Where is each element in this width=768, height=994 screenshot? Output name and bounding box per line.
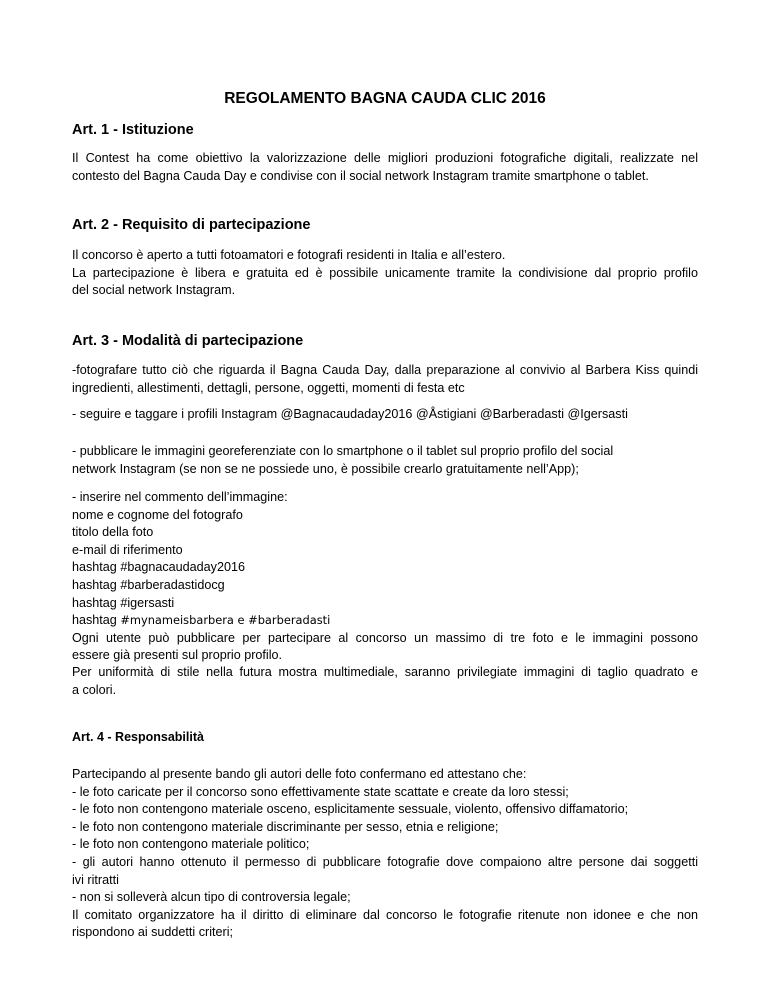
art3-paragraph-4 [72,489,698,665]
text-line: network Instagram (se non se ne possiede uno, è possibile crearlo gratuitamente nell’App); [72,461,579,476]
art4-heading: Art. 4 - Responsabilità [72,730,204,744]
art4-text [72,766,698,942]
text-line: Il Contest ha come obiettivo la valorizzazione delle migliori produzioni fotografiche digitali, realizzate nel [72,151,698,165]
text-line: contesto del Bagna Cauda Day e condivise con il social network Instagram tramite smartphone o tablet. [72,168,649,183]
text-line: nome e cognome del fotografo [72,507,243,522]
art2-heading: Art. 2 - Requisito di partecipazione [72,217,311,233]
text-line: Il comitato organizzatore ha il diritto di eliminare dal concorso le fotografie ritenute non idonee e che non [72,907,698,922]
list-item: - le foto non contengono materiale osceno, esplicitamente sessuale, violento, offensivo diffamatorio; [72,802,629,817]
hashtag-values: #mynameisbarbera e #barberadasti [120,613,331,628]
text-line: - inserire nel commento dell’immagine: [72,490,288,504]
list-item: - gli autori hanno ottenuto il permesso di pubblicare fotografie dove compaiono altre persone dai soggetti [72,854,698,869]
text-line: ivi ritratti [72,872,119,887]
list-item: - le foto non contengono materiale discriminante per sesso, etnia e religione; [72,819,499,834]
text-line: Per uniformità di stile nella futura mostra multimediale, saranno privilegiate immagini di taglio quadrato e [72,665,698,679]
art2-text [72,247,698,300]
text-line: - pubblicare le immagini georeferenziate con lo smartphone o il tablet sul proprio profilo del social [72,444,614,458]
list-item: - le foto non contengono materiale politico; [72,837,310,852]
art3-paragraph-3 [72,443,698,478]
text-line: titolo della foto [72,525,154,540]
text-line: La partecipazione è libera e gratuita ed è possibile unicamente tramite la condivisione dal proprio profilo [72,265,698,280]
text-line: - seguire e taggare i profili Instagram @Bagnacaudaday2016 @Åstigiani @Barberadasti @Igersasti [72,407,628,421]
text-line: e-mail di riferimento [72,542,183,557]
text-line: a colori. [72,682,117,697]
text-line: -fotografare tutto ciò che riguarda il Bagna Cauda Day, dalla preparazione al convivio al Barbera Kiss quindi [72,363,698,377]
hashtag-prefix: hashtag [72,613,121,628]
list-item: - le foto caricate per il concorso sono effettivamente state scattate e create da loro stessi; [72,784,569,799]
text-line: essere già presenti sul proprio profilo. [72,648,283,663]
art3-paragraph-2 [72,406,698,424]
text-line: Partecipando al presente bando gli autori delle foto confermano ed attestano che: [72,767,527,781]
text-line: hashtag #bagnacaudaday2016 [72,560,245,575]
text-line: Il concorso è aperto a tutti fotoamatori e fotografi residenti in Italia e all’estero. [72,248,506,262]
text-line: Ogni utente può pubblicare per partecipare al concorso un massimo di tre foto e le immagini possono [72,630,698,645]
art3-heading: Art. 3 - Modalità di partecipazione [72,333,304,349]
text-line [72,612,698,630]
text-line: ingredienti, allestimenti, dettagli, persone, oggetti, momenti di festa etc [72,380,465,395]
art3-paragraph-1 [72,362,698,397]
art1-text [72,150,698,185]
text-line: del social network Instagram. [72,283,236,298]
list-item: - non si solleverà alcun tipo di controversia legale; [72,890,351,905]
art3-paragraph-5 [72,664,698,699]
text-line: rispondono ai suddetti criteri; [72,925,234,940]
text-line: hashtag #igersasti [72,595,175,610]
art1-heading: Art. 1 - Istituzione [72,122,194,138]
document-title: REGOLAMENTO BAGNA CAUDA CLIC 2016 [224,90,546,107]
text-line: hashtag #barberadastidocg [72,577,225,592]
